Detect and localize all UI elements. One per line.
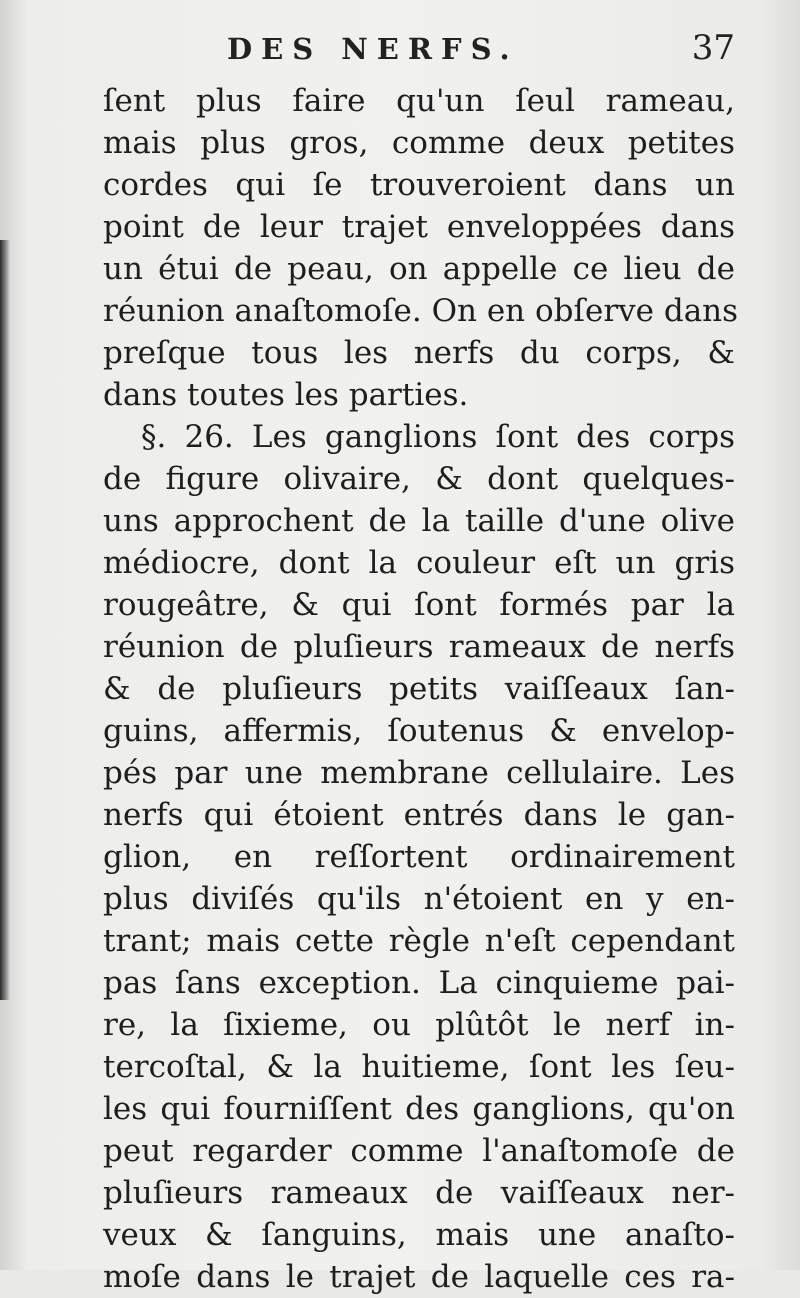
text-line: cordes qui ſe trouveroient dans un	[103, 167, 735, 203]
text-line: les qui fourniſſent des ganglions, qu'on	[103, 1091, 735, 1127]
text-line: réunion anaſtomoſe. On en obſerve dans	[103, 293, 739, 329]
paragraph-end-line: dans toutes les parties.	[103, 377, 469, 413]
text-line: de figure olivaire, & dont quelques-	[103, 461, 735, 497]
page-number: 37	[691, 28, 735, 68]
text-line: veux & ſanguins, mais une anaſto-	[103, 1217, 735, 1253]
text-line: réunion de pluſieurs rameaux de nerfs	[103, 629, 735, 665]
text-line: preſque tous les nerfs du corps, &	[103, 335, 735, 371]
text-line: plus diviſés qu'ils n'étoient en y en-	[103, 881, 735, 917]
text-line: re, la ſixieme, ou plûtôt le nerf in-	[103, 1007, 735, 1043]
text-line: trant; mais cette règle n'eſt cependant	[103, 923, 735, 959]
text-line: ſent plus faire qu'un ſeul rameau,	[103, 83, 735, 119]
text-line: pas ſans exception. La cinquieme pai-	[103, 965, 735, 1001]
running-head: DES NERFS.	[227, 32, 519, 66]
text-line: rougeâtre, & qui ſont formés par la	[103, 587, 735, 623]
text-line: & de pluſieurs petits vaiſſeaux ſan-	[103, 671, 735, 707]
page-edge-shadow	[0, 240, 10, 1000]
text-line: nerfs qui étoient entrés dans le gan-	[103, 797, 735, 833]
text-line: guins, affermis, ſoutenus & envelop-	[103, 713, 735, 749]
page-header	[105, 28, 735, 84]
text-line: mais plus gros, comme deux petites	[103, 125, 735, 161]
text-line: pés par une membrane cellulaire. Les	[103, 755, 735, 791]
text-line: point de leur trajet enveloppées dans	[103, 209, 735, 245]
text-line: tercoſtal, & la huitieme, ſont les ſeu-	[103, 1049, 735, 1085]
text-line: glion, en reſſortent ordinairement	[103, 839, 735, 875]
text-line: moſe dans le trajet de laquelle ces ra-	[103, 1259, 735, 1295]
section-start-line: §. 26. Les ganglions ſont des corps	[141, 419, 735, 455]
text-line: un étui de peau, on appelle ce lieu de	[103, 251, 735, 287]
text-line: uns approchent de la taille d'une olive	[103, 503, 735, 539]
text-line: pluſieurs rameaux de vaiſſeaux ner-	[103, 1175, 735, 1211]
text-line: médiocre, dont la couleur eſt un gris	[103, 545, 735, 581]
body-text	[103, 80, 739, 1298]
text-line: peut regarder comme l'anaſtomoſe de	[103, 1133, 735, 1169]
